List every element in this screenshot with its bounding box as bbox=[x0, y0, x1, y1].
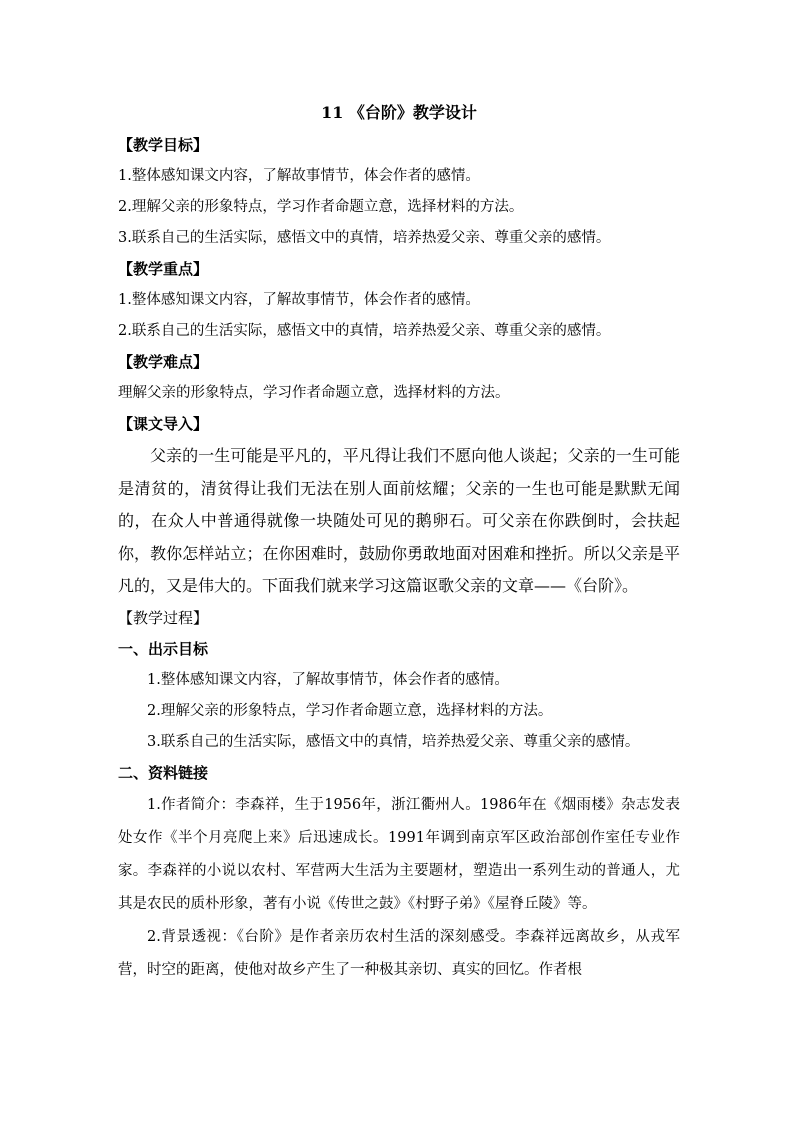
heading-difficulty: 【教学难点】 bbox=[118, 353, 209, 371]
heading-show-goals: 一、出示目标 bbox=[118, 639, 209, 658]
document-page bbox=[118, 98, 680, 987]
heading-teaching-process: 【教学过程】 bbox=[118, 608, 209, 627]
goal-item: 2.理解父亲的形象特点，学习作者命题立意，选择材料的方法。 bbox=[118, 199, 524, 215]
process-goal-item: 2.理解父亲的形象特点，学习作者命题立意，选择材料的方法。 bbox=[147, 702, 553, 719]
document-title: 11 《台阶》教学设计 bbox=[321, 103, 477, 122]
goal-item: 3.联系自己的生活实际，感悟文中的真情，培养热爱父亲、尊重父亲的感情。 bbox=[118, 230, 611, 246]
author-intro-paragraph: 1.作者简介：李森祥，生于1956年，浙江衢州人。1986年在《烟雨楼》杂志发表处女作《半个月亮爬上来》后迅速成长。1991年调到南京军区政治部创作室任专业作家。李森祥的小说以农村、军营两大生活为主要题材，塑造出一系列生动的普通人，尤其是农民的质朴形象，著有小说《传世之鼓》《村野子弟》《屋脊丘陵》等。 bbox=[118, 796, 680, 912]
key-point-item: 1.整体感知课文内容，了解故事情节，体会作者的感情。 bbox=[118, 292, 480, 308]
background-paragraph: 2.背景透视：《台阶》是作者亲历农村生活的深刻感受。李森祥远离故乡，从戎军营，时空的距离，使他对故乡产生了一种极其亲切、真实的回忆。作者根 bbox=[118, 928, 680, 978]
difficulty-text: 理解父亲的形象特点，学习作者命题立意，选择材料的方法。 bbox=[118, 385, 510, 401]
process-goal-item: 1.整体感知课文内容，了解故事情节，体会作者的感情。 bbox=[147, 671, 509, 688]
heading-teaching-goals: 【教学目标】 bbox=[118, 136, 209, 154]
intro-paragraph: 父亲的一生可能是平凡的，平凡得让我们不愿向他人谈起；父亲的一生可能是清贫的，清贫得让我们无法在别人面前炫耀；父亲的一生也可能是默默无闻的，在众人中普通得就像一块随处可见的鹅卵石。可父亲在你跌倒时，会扶起你，教你怎样站立；在你困难时，鼓励你勇敢地面对困难和挫折。所以父亲是平凡的，又是伟大的。下面我们就来学习这篇讴歌父亲的文章——《台阶》。 bbox=[118, 446, 680, 595]
heading-materials-link: 二、资料链接 bbox=[118, 763, 209, 782]
heading-lesson-intro: 【课文导入】 bbox=[118, 415, 209, 433]
goal-item: 1.整体感知课文内容，了解故事情节，体会作者的感情。 bbox=[118, 168, 480, 184]
process-goal-item: 3.联系自己的生活实际，感悟文中的真情，培养热爱父亲、尊重父亲的感情。 bbox=[147, 733, 640, 750]
heading-key-points: 【教学重点】 bbox=[118, 260, 209, 278]
key-point-item: 2.联系自己的生活实际，感悟文中的真情，培养热爱父亲、尊重父亲的感情。 bbox=[118, 323, 611, 339]
